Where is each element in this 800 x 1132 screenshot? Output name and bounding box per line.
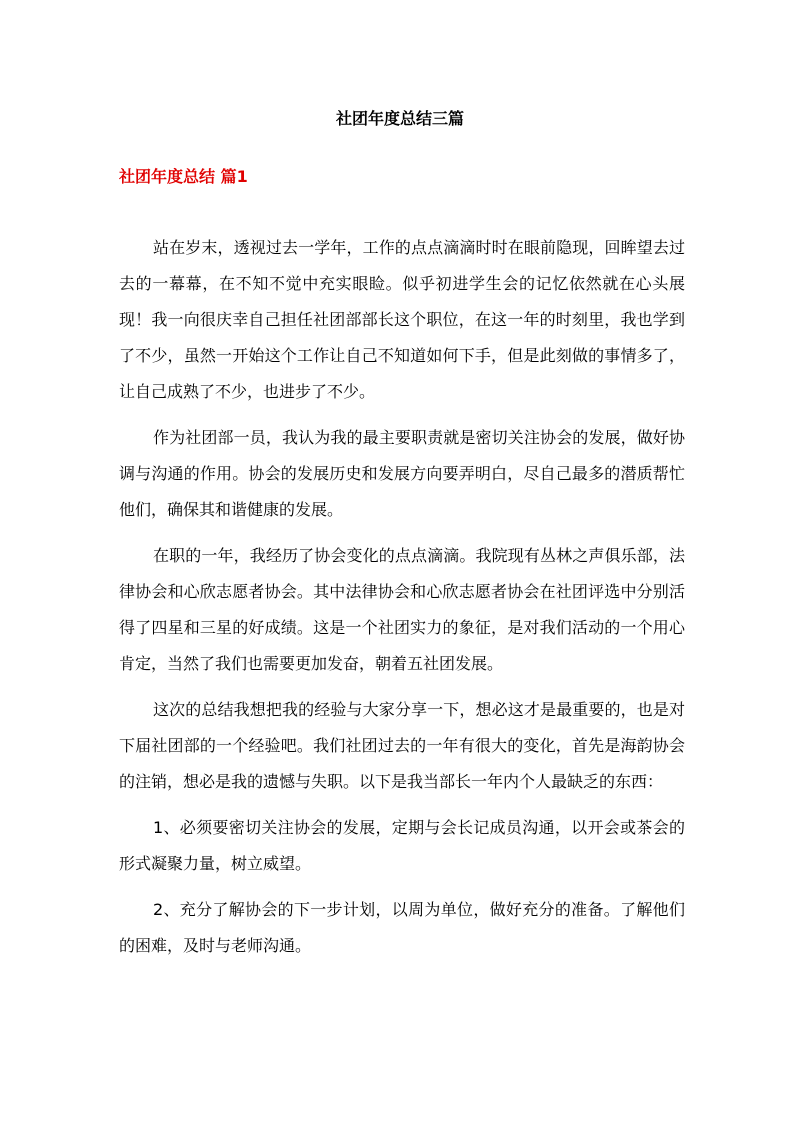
paragraph-2: 作为社团部一员，我认为我的最主要职责就是密切关注协会的发展，做好协调与沟通的作用。协会的发展历史和发展方向要弄明白，尽自己最多的潜质帮忙他们，确保其和谐健康的发展。 xyxy=(119,428,685,519)
section-heading: 社团年度总结 篇1 xyxy=(119,167,248,186)
paragraph-3: 在职的一年，我经历了协会变化的点点滴滴。我院现有丛林之声俱乐部，法律协会和心欣志愿者协会。其中法律协会和心欣志愿者协会在社团评选中分别活得了四星和三星的好成绩。这是一个社团实力的象征，是对我们活动的一个用心肯定，当然了我们也需要更加发奋，朝着五社团发展。 xyxy=(119,546,685,673)
paragraph-1: 站在岁末，透视过去一学年，工作的点点滴滴时时在眼前隐现，回眸望去过去的一幕幕，在不知不觉中充实眼睑。似乎初进学生会的记忆依然就在心头展现！我一向很庆幸自己担任社团部部长这个职位，在这一年的时刻里，我也学到了不少，虽然一开始这个工作让自己不知道如何下手，但是此刻做的事情多了，让自己成熟了不少，也进步了不少。 xyxy=(119,238,685,401)
list-item-1: 1、必须要密切关注协会的发展，定期与会长记成员沟通，以开会或茶会的形式凝聚力量，树立威望。 xyxy=(119,818,685,873)
document-title: 社团年度总结三篇 xyxy=(335,109,464,128)
list-item-2: 2、充分了解协会的下一步计划，以周为单位，做好充分的准备。了解他们的困难，及时与老师沟通。 xyxy=(119,900,685,955)
paragraph-4: 这次的总结我想把我的经验与大家分享一下，想必这才是最重要的，也是对下届社团部的一个经验吧。我们社团过去的一年有很大的变化，首先是海韵协会的注销，想必是我的遗憾与失职。以下是我当部长一年内个人最缺乏的东西： xyxy=(119,700,685,791)
document-body xyxy=(119,230,685,964)
